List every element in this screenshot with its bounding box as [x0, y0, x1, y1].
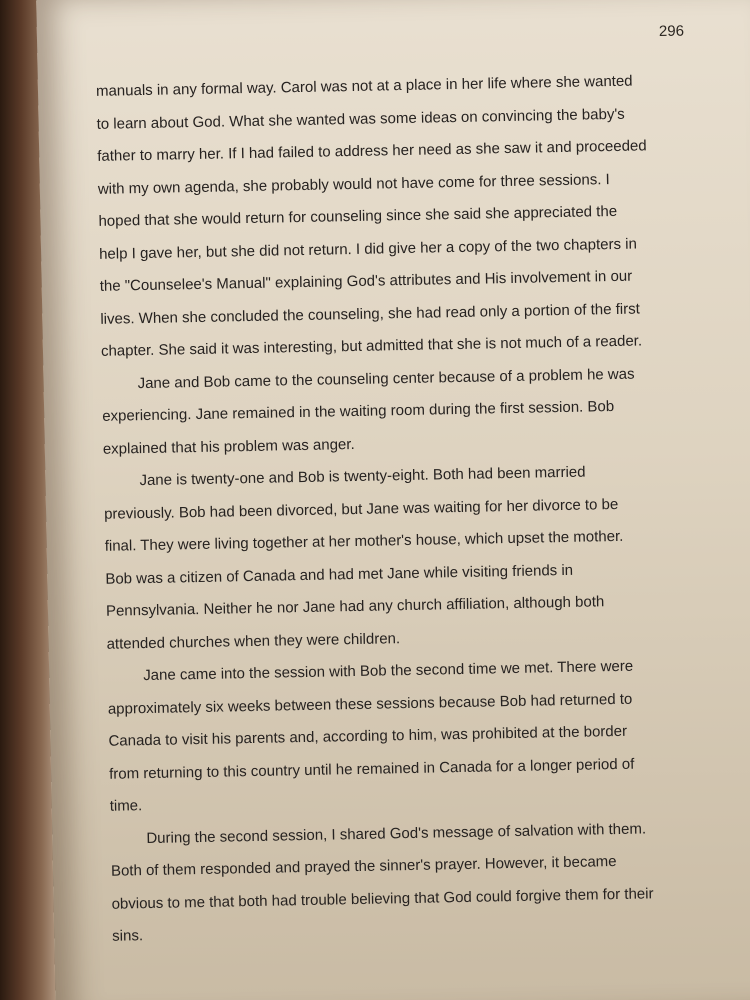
book-page [36, 0, 750, 1000]
text-line: approximately six weeks between these sessions because Bob had returned to [107, 690, 633, 718]
text-line: During the second session, I shared God's message of salvation with them. [146, 819, 647, 847]
text-line: obvious to me that both had trouble believing that God could forgive them for their [111, 884, 654, 913]
text-line: attended churches when they were children. [106, 629, 401, 653]
text-line: Bob was a citizen of Canada and had met Jane while visiting friends in [105, 561, 574, 588]
text-line: hoped that she would return for counseling since she said she appreciated the [98, 202, 618, 230]
page-body-text [96, 64, 723, 953]
text-line: Jane came into the session with Bob the second time we met. There were [143, 657, 634, 685]
text-line: with my own agenda, she probably would not have come for three sessions. I [97, 170, 610, 198]
page-number: 296 [658, 22, 685, 41]
text-line: help I gave her, but she did not return. I did give her a copy of the two chapters in [98, 235, 638, 263]
text-line: Jane is twenty-one and Bob is twenty-eight. Both had been married [139, 463, 586, 490]
text-line: Jane and Bob came to the counseling center because of a problem he was [137, 365, 635, 392]
text-line: lives. When she concluded the counseling, she had read only a portion of the first [100, 299, 640, 328]
text-line: manuals in any formal way. Carol was not at a place in her life where she wanted [95, 72, 633, 100]
text-line: to learn about God. What she wanted was some ideas on convincing the baby's [96, 105, 625, 133]
text-line: Pennsylvania. Neither he nor Jane had any church affiliation, although both [105, 593, 605, 620]
text-line: Both of them responded and prayed the sinner's prayer. However, it became [110, 853, 617, 880]
text-line: father to marry her. If I had failed to address her need as she saw it and proceeded [97, 137, 647, 165]
text-line: chapter. She said it was interesting, but admitted that she is not much of a reader. [100, 332, 643, 360]
text-line: from returning to this country until he remained in Canada for a longer period of [108, 755, 635, 783]
text-line: Canada to visit his parents and, according to him, was prohibited at the border [108, 722, 628, 750]
text-line: previously. Bob had been divorced, but Jane was waiting for her divorce to be [103, 495, 619, 523]
text-line: the "Counselee's Manual" explaining God's attributes and His involvement in our [99, 267, 633, 295]
text-line: sins. [112, 927, 144, 945]
text-line: experiencing. Jane remained in the waiting room during the first session. Bob [102, 397, 615, 425]
text-line: time. [109, 797, 143, 815]
text-line: explained that his problem was anger. [102, 435, 355, 458]
text-line: final. They were living together at her mother's house, which upset the mother. [104, 527, 624, 555]
